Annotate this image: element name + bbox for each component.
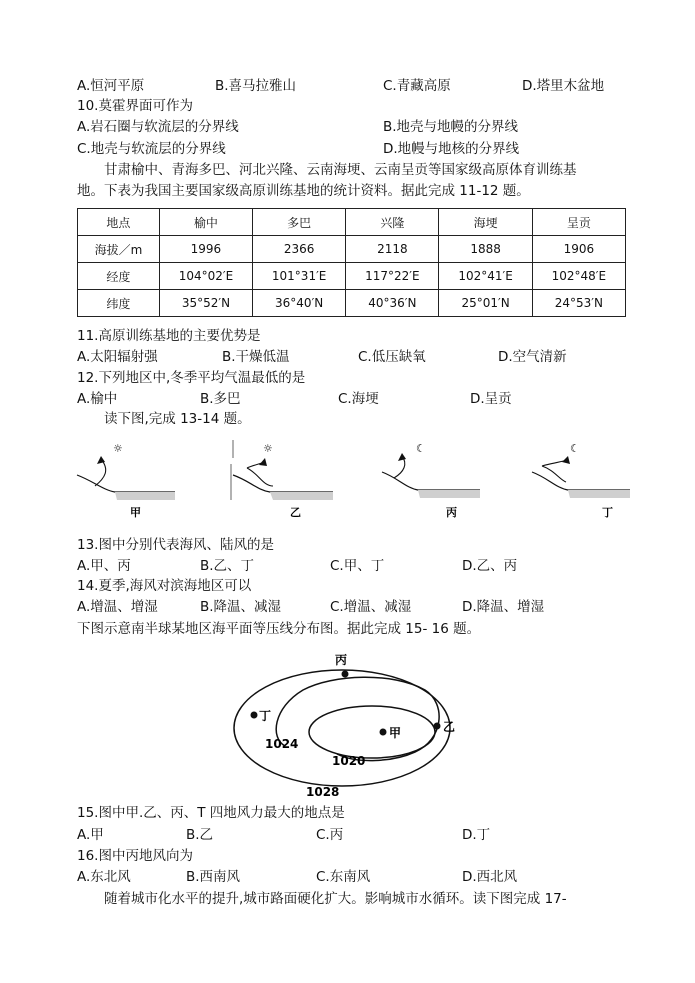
breeze-label: 丙 (446, 506, 457, 519)
table-cell: 海拔／m (78, 236, 160, 263)
q16-option-a: A.东北风 (77, 869, 131, 885)
table-cell: 1888 (439, 236, 532, 263)
isobar-value: 1024 (265, 737, 299, 751)
closing-line: 随着城市化水平的提升,城市路面硬化扩大。影响城市水循环。读下图完成 17- (104, 891, 567, 907)
table-header-cell: 地点 (78, 209, 160, 236)
table-cell: 经度 (78, 263, 160, 290)
q13-option-b: B.乙、丁 (200, 558, 255, 574)
training-base-table (77, 208, 626, 317)
table-cell: 102°48′E (532, 263, 625, 290)
table-cell: 104°02′E (159, 263, 252, 290)
breeze-label: 甲 (130, 506, 141, 519)
table-header-cell: 兴隆 (346, 209, 439, 236)
point-label: 丙 (335, 653, 348, 667)
moon-icon: ☾ (570, 442, 580, 455)
table-row (78, 290, 626, 317)
breeze-figure-jia (75, 438, 185, 520)
table-cell: 117°22′E (346, 263, 439, 290)
table-cell: 35°52′N (159, 290, 252, 317)
table-cell: 2118 (346, 236, 439, 263)
isobar-map (225, 648, 475, 800)
q15-stem: 15.图中甲.乙、丙、T 四地风力最大的地点是 (77, 805, 345, 821)
q16-stem: 16.图中丙地风向为 (77, 848, 193, 864)
q11-option-d: D.空气清新 (498, 349, 567, 365)
breeze-figure-bing (380, 438, 490, 520)
table-cell: 2366 (253, 236, 346, 263)
breeze-label: 丁 (602, 506, 613, 519)
q15-option-d: D.丁 (462, 827, 491, 843)
q14-stem: 14.夏季,海风对滨海地区可以 (77, 578, 252, 594)
q10-option-c: C.地壳与软流层的分界线 (77, 141, 226, 157)
table-header-cell: 多巴 (253, 209, 346, 236)
q10-option-d: D.地幔与地核的分界线 (383, 141, 520, 157)
q14-option-c: C.增温、减湿 (330, 599, 412, 615)
table-cell: 1906 (532, 236, 625, 263)
q16-option-c: C.东南风 (316, 869, 371, 885)
q10-option-b: B.地壳与地幔的分界线 (383, 119, 519, 135)
table-cell: 纬度 (78, 290, 160, 317)
q12-option-c: C.海埂 (338, 391, 379, 407)
q9-option-c: C.青藏高原 (383, 78, 451, 94)
intro-11-12-line2: 地。下表为我国主要国家级高原训练基地的统计资料。据此完成 11-12 题。 (77, 183, 530, 199)
table-cell: 24°53′N (532, 290, 625, 317)
breeze-figure-yi (225, 438, 340, 520)
table-cell: 40°36′N (346, 290, 439, 317)
q13-stem: 13.图中分别代表海风、陆风的是 (77, 537, 274, 553)
table-header-cell: 海埂 (439, 209, 532, 236)
table-cell: 101°31′E (253, 263, 346, 290)
intro-11-12-line1: 甘肃榆中、青海多巴、河北兴隆、云南海埂、云南呈贡等国家级高原体育训练基 (104, 162, 577, 178)
breeze-label: 乙 (290, 506, 301, 519)
sun-icon: ☼ (113, 442, 123, 455)
q16-option-b: B.西南风 (186, 869, 241, 885)
q11-stem: 11.高原训练基地的主要优势是 (77, 328, 261, 344)
q13-option-c: C.甲、丁 (330, 558, 385, 574)
moon-icon: ☾ (416, 442, 426, 455)
point-label: 丁 (259, 709, 272, 723)
q12-option-a: A.榆中 (77, 391, 118, 407)
q10-option-a: A.岩石圈与软流层的分界线 (77, 119, 239, 135)
q13-option-a: A.甲、丙 (77, 558, 131, 574)
table-cell: 36°40′N (253, 290, 346, 317)
isobar-1028 (234, 670, 450, 786)
table-header-cell: 呈贡 (532, 209, 625, 236)
q15-option-c: C.丙 (316, 827, 344, 843)
q9-option-d: D.塔里木盆地 (522, 78, 605, 94)
q12-stem: 12.下列地区中,冬季平均气温最低的是 (77, 370, 306, 386)
isobar-1024 (276, 677, 439, 760)
table-cell: 1996 (159, 236, 252, 263)
q11-option-b: B.干燥低温 (222, 349, 290, 365)
table-header-cell: 榆中 (159, 209, 252, 236)
sun-icon: ☼ (263, 442, 273, 455)
q9-option-b: B.喜马拉雅山 (215, 78, 297, 94)
isobar-1020 (309, 706, 435, 758)
q14-option-b: B.降温、减湿 (200, 599, 282, 615)
q15-option-b: B.乙 (186, 827, 214, 843)
q12-option-d: D.呈贡 (470, 391, 512, 407)
intro-15-16: 下图示意南半球某地区海平面等压线分布图。据此完成 15- 16 题。 (77, 621, 481, 637)
isobar-value: 1028 (306, 785, 340, 799)
q16-option-d: D.西北风 (462, 869, 518, 885)
isobar-value: 1020 (332, 754, 366, 768)
q10-stem: 10.莫霍界面可作为 (77, 98, 193, 114)
q14-option-d: D.降温、增湿 (462, 599, 545, 615)
q12-option-b: B.多巴 (200, 391, 241, 407)
q13-option-d: D.乙、丙 (462, 558, 518, 574)
q11-option-a: A.太阳辐射强 (77, 349, 158, 365)
read-13-14: 读下图,完成 13-14 题。 (104, 411, 251, 427)
point-label: 乙 (443, 720, 456, 734)
table-row (78, 236, 626, 263)
q11-option-c: C.低压缺氧 (358, 349, 426, 365)
point-label: 甲 (389, 726, 402, 740)
q14-option-a: A.增温、增湿 (77, 599, 158, 615)
table-header-row (78, 209, 626, 236)
table-cell: 102°41′E (439, 263, 532, 290)
breeze-figure-ding (530, 438, 642, 520)
table-cell: 25°01′N (439, 290, 532, 317)
table-row (78, 263, 626, 290)
q9-option-a: A.恒河平原 (77, 78, 145, 94)
q15-option-a: A.甲 (77, 827, 104, 843)
